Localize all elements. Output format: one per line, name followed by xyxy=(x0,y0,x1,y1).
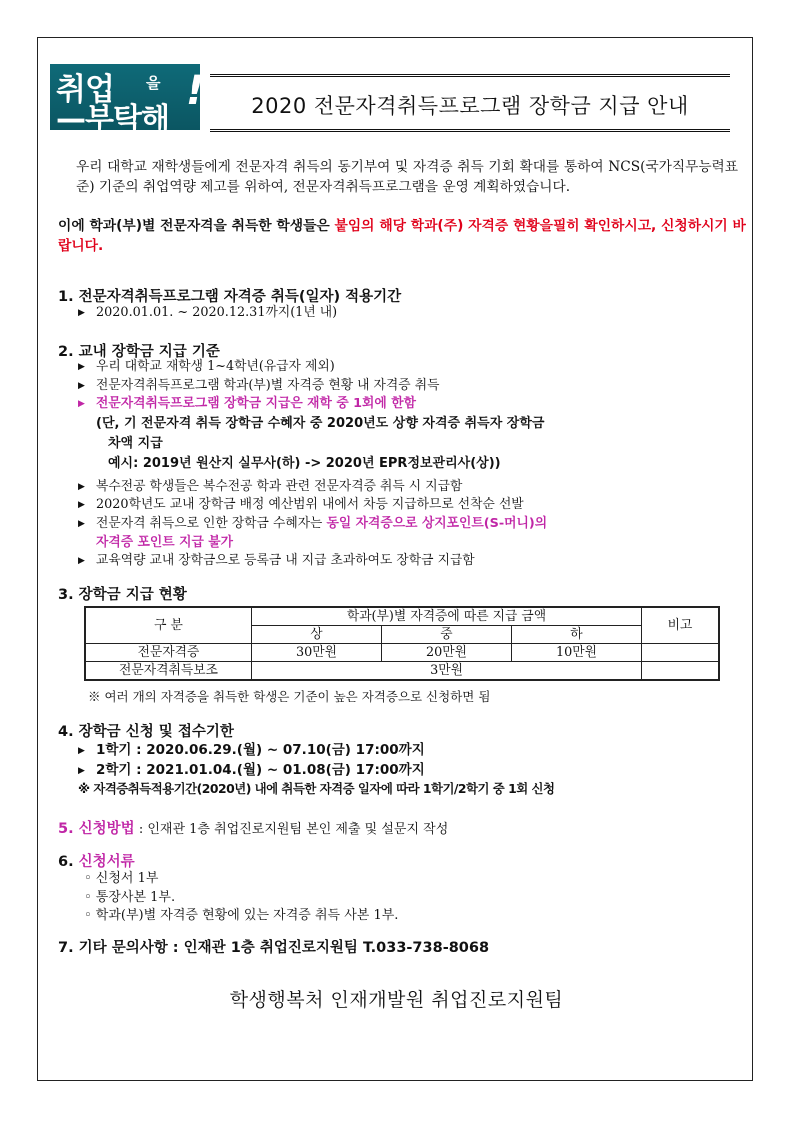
section-6-heading xyxy=(58,850,135,871)
list-item xyxy=(78,395,547,414)
section-6-number: 6. xyxy=(58,854,79,870)
page-title: 2020 전문자격취득프로그램 장학금 지급 안내 xyxy=(251,94,689,118)
list-item-emphasis: 동일 자격증으로 상지포인트(S-머니)의 xyxy=(326,515,548,531)
intro-paragraph xyxy=(58,157,738,197)
list-subitem: 차액 지급 xyxy=(108,435,163,451)
title-box xyxy=(210,74,730,132)
triangle-bullet-icon: ▶ xyxy=(78,766,85,776)
list-item-text: 전문자격취득프로그램 장학금 지급은 재학 중 1회에 한함 xyxy=(96,396,416,412)
table-cell xyxy=(642,644,720,662)
list-item xyxy=(78,496,547,515)
term-2-text: 2학기 : 2021.01.04.(월) ~ 01.08(금) 17:00까지 xyxy=(96,762,425,778)
section-5 xyxy=(58,817,448,838)
list-item xyxy=(78,358,547,377)
table-cell: 3만원 xyxy=(252,662,642,681)
list-item-text: 2020학년도 교내 장학금 배정 예산범위 내에서 차등 지급하므로 선착순 선발 xyxy=(96,497,524,513)
list-item xyxy=(78,552,547,571)
triangle-bullet-icon: ▶ xyxy=(78,362,85,372)
logo-text-2: —부탁해 xyxy=(56,102,169,137)
list-item-text: 2020.01.01. ~ 2020.12.31까지(1년 내) xyxy=(96,305,338,320)
list-item: ◦ 통장사본 1부. xyxy=(84,889,176,905)
table-header-category: 구 분 xyxy=(85,607,252,644)
documents-list xyxy=(84,870,398,926)
triangle-bullet-icon: ▶ xyxy=(78,308,85,318)
section-7-contact: 7. 기타 문의사항 : 인재관 1층 취업진로지원팀 T.033-738-8068 xyxy=(58,940,490,956)
table-cell: 전문자격취득보조 xyxy=(85,662,252,681)
footer-department: 학생행복처 인재개발원 취업진로지원팀 xyxy=(229,989,564,1011)
logo-exclamation: ! xyxy=(186,68,205,114)
table-cell: 30만원 xyxy=(252,644,382,662)
section-5-heading: 신청방법 xyxy=(78,821,135,837)
triangle-bullet-icon: ▶ xyxy=(78,399,85,410)
section-1-list xyxy=(78,304,337,323)
term-note: ※ 자격증취득적용기간(2020년) 내에 취득한 자격증 일자에 따라 1학기/2학기 중 1회 신청 xyxy=(78,781,555,796)
triangle-bullet-icon: ▶ xyxy=(78,518,85,529)
table-cell: 10만원 xyxy=(511,644,641,662)
triangle-bullet-icon: ▶ xyxy=(78,500,85,511)
intro-emphasis xyxy=(58,216,748,256)
list-item: ◦ 신청서 1부 xyxy=(84,871,159,886)
scholarship-table xyxy=(84,606,720,681)
list-item xyxy=(78,515,547,534)
list-subitem: (단, 기 전문자격 취득 장학금 수혜자 중 2020년도 상향 자격증 취득자 장학금 xyxy=(96,415,545,431)
section-5-text: : 인재관 1층 취업진로지원팀 본인 제출 및 설문지 작성 xyxy=(134,822,449,837)
table-header-low: 하 xyxy=(511,626,641,644)
logo xyxy=(50,64,205,137)
triangle-bullet-icon: ▶ xyxy=(78,556,85,567)
table-header-note: 비고 xyxy=(642,607,720,644)
list-item xyxy=(78,377,547,396)
section-2-list xyxy=(78,358,547,571)
list-item xyxy=(78,304,337,323)
triangle-bullet-icon: ▶ xyxy=(78,380,85,391)
table-header-high: 상 xyxy=(252,626,382,644)
list-item-continued: 자격증 포인트 지급 불가 xyxy=(96,534,233,550)
list-item-text: 복수전공 학생들은 복수전공 학과 관련 전문자격증 취득 시 지급함 xyxy=(96,478,463,494)
table-header-mid: 중 xyxy=(381,626,511,644)
triangle-bullet-icon: ▶ xyxy=(78,481,85,492)
list-item-text: 전문자격 취득으로 인한 장학금 수혜자는 xyxy=(96,515,327,531)
table-row xyxy=(85,644,719,662)
list-item-text: 우리 대학교 재학생 1~4학년(유급자 제외) xyxy=(96,359,335,374)
intro-text: 우리 대학교 재학생들에게 전문자격 취득의 동기부여 및 자격증 취득 기회 확대를 통하여 NCS(국가직무능력표준) 기준의 취업역량 제고를 위하여, 전문자격취득프로그램을 운영 계획하였습니다. xyxy=(76,159,738,195)
term-1-text: 1학기 : 2020.06.29.(월) ~ 07.10(금) 17:00까지 xyxy=(96,742,425,758)
table-cell xyxy=(642,662,720,681)
list-subitem: 예시: 2019년 원산지 실무사(하) -> 2020년 EPR정보관리사(상)) xyxy=(108,455,501,471)
section-1-heading: 1. 전문자격취득프로그램 자격증 취득(일자) 적용기간 xyxy=(58,289,402,305)
section-5-number: 5. xyxy=(58,821,79,837)
table-cell: 전문자격증 xyxy=(85,644,252,662)
list-item xyxy=(78,478,547,497)
intro-emphasis-red: 붙임의 해당 학과(주) 자격증 현황을필히 확인하시고, 신청하시기 바랍니다. xyxy=(58,218,746,254)
list-item-text: 전문자격취득프로그램 학과(부)별 자격증 현황 내 자격증 취득 xyxy=(96,377,440,393)
section-6-title: 신청서류 xyxy=(78,854,135,870)
section-3-heading: 3. 장학금 지급 현황 xyxy=(58,587,187,603)
intro-emphasis-black: 이에 학과(부)별 전문자격을 취득한 학생들은 xyxy=(58,218,335,234)
table-note: ※ 여러 개의 자격증을 취득한 학생은 기준이 높은 자격증으로 신청하면 됨 xyxy=(88,689,491,704)
list-item: ◦ 학과(부)별 자격증 현황에 있는 자격증 취득 사본 1부. xyxy=(84,908,399,923)
table-cell: 20만원 xyxy=(381,644,511,662)
term-2 xyxy=(78,760,425,781)
table-header-group: 학과(부)별 자격증에 따른 지급 금액 xyxy=(252,607,642,626)
logo-text-1-small: 을 xyxy=(146,74,161,92)
table-row xyxy=(85,662,719,681)
term-1 xyxy=(78,740,425,761)
list-item-text: 교육역량 교내 장학금으로 등록금 내 지급 초과하여도 장학금 지급함 xyxy=(96,553,475,569)
section-2-heading: 2. 교내 장학금 지급 기준 xyxy=(58,344,220,360)
logo-text-1: 취업 xyxy=(56,72,114,108)
section-4-heading: 4. 장학금 신청 및 접수기한 xyxy=(58,724,234,740)
triangle-bullet-icon: ▶ xyxy=(78,746,85,756)
